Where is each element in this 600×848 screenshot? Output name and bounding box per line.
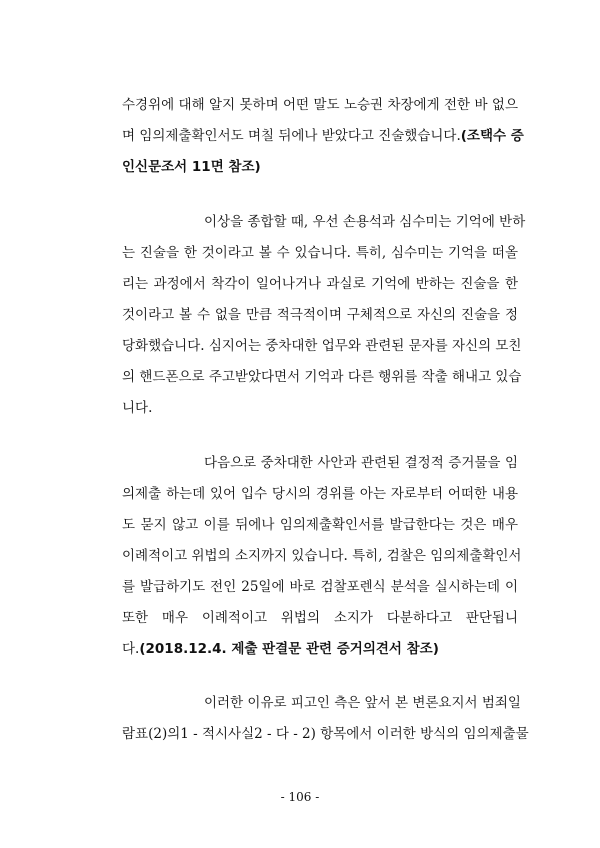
text-segment: 또한 매우 이례적이고 위법의 소지가 다분하다고 판단됩니 [122,610,518,626]
text-segment: 리는 과정에서 착각이 일어나거나 과실로 기억에 반하는 진술을 한 [122,276,518,292]
text-line [122,244,518,262]
text-line [122,609,518,627]
text-line [122,127,524,145]
bold-reference: (조택수 증 [460,128,524,144]
text-segment: 이례적이고 위법의 소지까지 있습니다. 특히, 검찰은 임의제출확인서 [122,548,522,564]
text-line [204,213,526,231]
text-line [122,368,522,386]
text-segment: 도 묻지 않고 이를 뒤에나 임의제출확인서를 발급한다는 것은 매우 [122,517,518,533]
text-line [122,275,518,293]
text-segment: 는 진술을 한 것이라고 볼 수 있습니다. 특히, 심수미는 기억을 떠올 [122,245,518,261]
text-segment: 것이라고 볼 수 없을 만큼 적극적이며 구체적으로 자신의 진술을 정 [122,307,518,323]
text-line [122,399,518,417]
bold-reference: 인신문조서 11면 참조) [122,159,261,175]
text-segment: 수경위에 대해 알지 못하며 어떤 말도 노승권 차장에게 전한 바 없으 [122,97,518,113]
text-segment: 니다. [122,400,153,416]
text-line [122,96,518,114]
text-line [122,337,522,355]
text-segment: 다음으로 중차대한 사안과 관련된 결정적 증거물을 임 [204,455,518,471]
text-line [122,578,518,596]
text-segment: 의제출 하는데 있어 입수 당시의 경위를 아는 자로부터 어떠한 내용 [122,486,518,502]
text-segment: 다. [122,641,140,657]
text-line [122,547,522,565]
text-segment: 의 핸드폰으로 주고받았다면서 기억과 다른 행위를 작출 해내고 있습 [122,369,522,385]
text-line [122,640,518,658]
text-segment: 를 발급하기도 전인 25일에 바로 검찰포렌식 분석을 실시하는데 이 [122,579,518,595]
text-segment: 이상을 종합할 때, 우선 손용석과 심수미는 기억에 반하 [204,214,526,230]
text-line [122,306,518,324]
text-line [122,725,529,743]
text-segment: 이러한 이유로 피고인 측은 앞서 본 변론요지서 범죄일 [204,695,521,711]
text-line [122,516,518,534]
text-line [122,485,518,503]
text-segment: 람표(2)의1 - 적시사실2 - 다 - 2) 항목에서 이러한 방식의 임의제출물 [122,726,529,742]
bold-reference: (2018.12.4. 제출 판결문 관련 증거의견서 참조) [139,641,439,657]
text-segment: 당화했습니다. 심지어는 중차대한 업무와 관련된 문자를 자신의 모친 [122,338,522,354]
text-line [204,454,518,472]
text-line [204,694,521,712]
page-number: - 106 - [280,790,320,804]
text-segment: 며 임의제출확인서도 며칠 뒤에나 받았다고 진술했습니다. [122,128,461,144]
text-line [122,158,518,176]
